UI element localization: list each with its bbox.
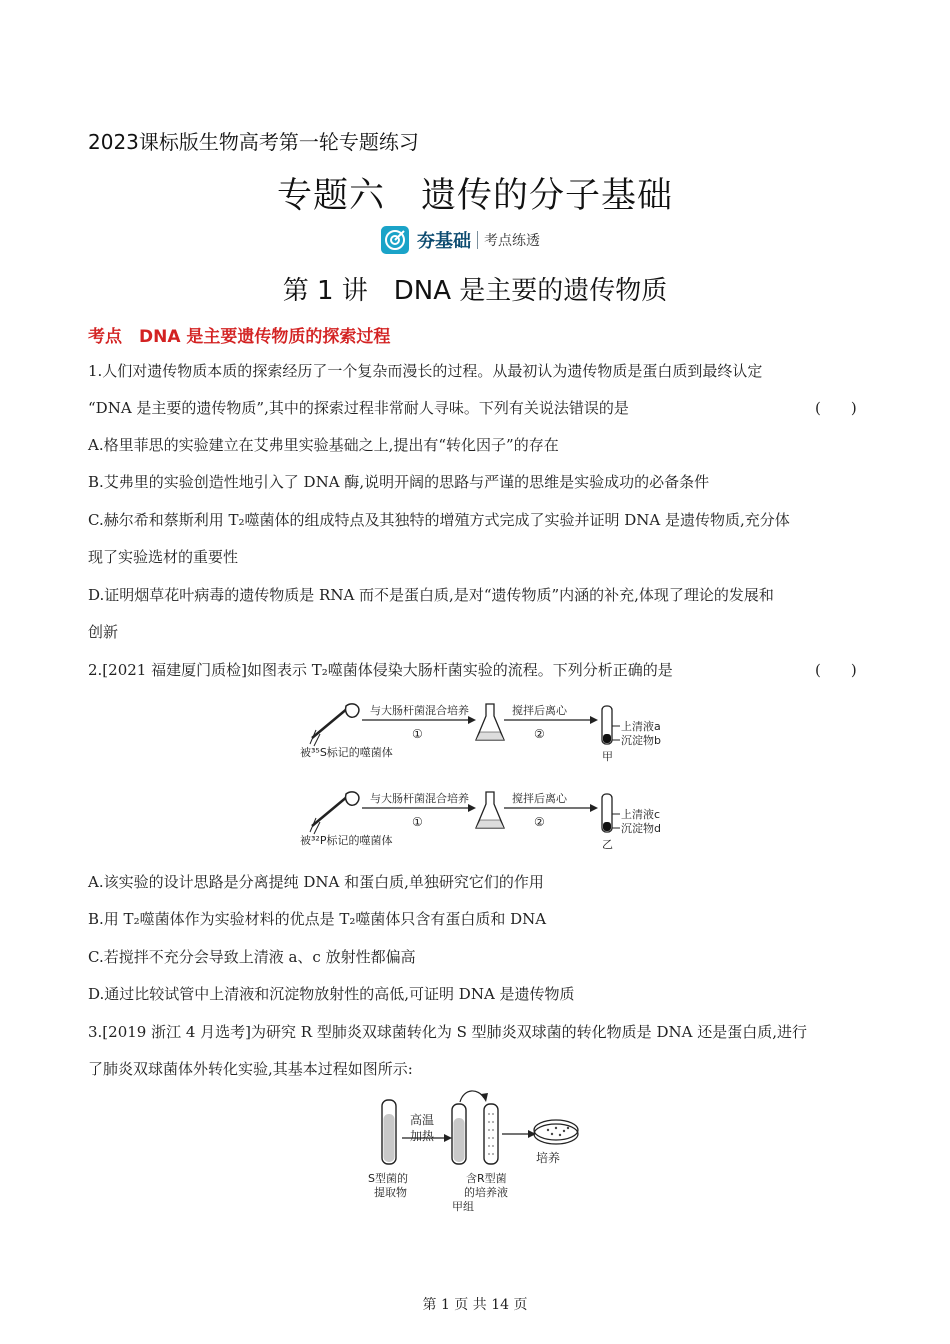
phage-icon: [310, 792, 359, 834]
test-tube-jia: [602, 706, 612, 744]
step2-label: 搅拌后离心: [512, 792, 567, 805]
q1-option-a: A.格里菲思的实验建立在艾弗里实验基础之上,提出有“转化因子”的存在: [88, 436, 559, 454]
q1-option-c-cont: 现了实验选材的重要性: [88, 548, 239, 566]
test-tube-yi: [602, 794, 612, 832]
supernatant-c-label: 上清液c: [621, 808, 661, 821]
step1-number: ①: [412, 815, 423, 829]
q1-answer-paren: ( ): [815, 399, 857, 417]
q1-stem-line-1: 1.人们对遗传物质本质的探索经历了一个复杂而漫长的过程。从最初认为遗传物质是蛋白质到最终认定: [88, 362, 763, 380]
petri-dish-icon: [534, 1120, 578, 1144]
q2-option-c: C.若搅拌不充分会导致上清液 a、c 放射性都偏高: [88, 948, 416, 966]
badge-divider: [477, 231, 478, 249]
s-extract-label-1: S型菌的: [368, 1172, 408, 1185]
step1-number: ①: [412, 727, 423, 741]
section-badge: [380, 224, 570, 256]
phage-s35-label: 被³⁵S标记的噬菌体: [300, 746, 393, 759]
step1-label: 与大肠杆菌混合培养: [370, 792, 469, 805]
topic-title: 专题六 遗传的分子基础: [276, 176, 673, 216]
phage-experiment-diagram: [290, 700, 670, 860]
phage-row-2: [300, 791, 661, 851]
flask-icon: [476, 792, 504, 828]
transformation-diagram: [360, 1088, 590, 1214]
key-point-heading: 考点 DNA 是主要遗传物质的探索过程: [88, 327, 391, 347]
phage-p32-label: 被³²P标记的噬菌体: [300, 834, 393, 847]
tube-yi-label: 乙: [602, 838, 613, 851]
precipitate-d-label: 沉淀物d: [621, 822, 661, 835]
q1-option-d: D.证明烟草花叶病毒的遗传物质是 RNA 而不是蛋白质,是对“遗传物质”内涵的补充,体现了理论的发展和: [88, 586, 774, 604]
page-footer: 第 1 页 共 14 页: [422, 1297, 528, 1313]
step2-label: 搅拌后离心: [512, 704, 567, 717]
q2-answer-paren: ( ): [815, 661, 857, 679]
step2-number: ②: [534, 815, 545, 829]
culture-label: 培养: [536, 1151, 561, 1165]
group-jia-label: 甲组: [452, 1200, 474, 1213]
q1-stem-line-2: “DNA 是主要的遗传物质”,其中的探索过程非常耐人寻味。下列有关说法错误的是: [88, 399, 629, 417]
target-icon: [380, 225, 410, 255]
s-extract-label-2: 提取物: [374, 1186, 407, 1199]
q3-stem-line-1: 3.[2019 浙江 4 月选考]为研究 R 型肺炎双球菌转化为 S 型肺炎双球菌的转化物质是 DNA 还是蛋白质,进行: [88, 1023, 807, 1041]
tube-jia-label: 甲: [602, 750, 613, 763]
r-culture-tube: [484, 1104, 498, 1164]
heat-label-1: 高温: [410, 1113, 435, 1127]
q3-stem-line-2: 了肺炎双球菌体外转化实验,其基本过程如图所示:: [88, 1060, 413, 1078]
q2-option-a: A.该实验的设计思路是分离提纯 DNA 和蛋白质,单独研究它们的作用: [88, 873, 544, 891]
r-culture-label-2: 的培养液: [464, 1186, 508, 1199]
phage-row-1: [300, 703, 661, 763]
step1-label: 与大肠杆菌混合培养: [370, 704, 469, 717]
heated-tube: [452, 1104, 466, 1164]
q2-stem: 2.[2021 福建厦门质检]如图表示 T₂噬菌体侵染大肠杆菌实验的流程。下列分析正确的是: [88, 661, 673, 679]
transfer-arrow: [460, 1091, 484, 1102]
r-culture-label-1: 含R型菌: [466, 1172, 507, 1185]
flask-icon: [476, 704, 504, 740]
q2-option-b: B.用 T₂噬菌体作为实验材料的优点是 T₂噬菌体只含有蛋白质和 DNA: [88, 910, 547, 928]
s-extract-tube: [382, 1100, 396, 1164]
phage-icon: [310, 704, 359, 746]
step2-number: ②: [534, 727, 545, 741]
lecture-title: 第 1 讲 DNA 是主要的遗传物质: [282, 276, 668, 306]
badge-main-label: 夯基础: [417, 231, 471, 252]
badge-sub-label: 考点练透: [484, 233, 540, 249]
q2-option-d: D.通过比较试管中上清液和沉淀物放射性的高低,可证明 DNA 是遗传物质: [88, 985, 575, 1003]
q1-option-d-cont: 创新: [88, 623, 119, 641]
q1-option-c: C.赫尔希和蔡斯利用 T₂噬菌体的组成特点及其独特的增殖方式完成了实验并证明 DNA 是遗传物质,充分体: [88, 511, 790, 529]
precipitate-b-label: 沉淀物b: [621, 734, 661, 747]
heat-label-2: 加热: [410, 1129, 435, 1143]
document-header: 2023课标版生物高考第一轮专题练习: [88, 130, 419, 154]
supernatant-a-label: 上清液a: [621, 720, 661, 733]
q1-option-b: B.艾弗里的实验创造性地引入了 DNA 酶,说明开阔的思路与严谨的思维是实验成功的必备条件: [88, 473, 710, 491]
